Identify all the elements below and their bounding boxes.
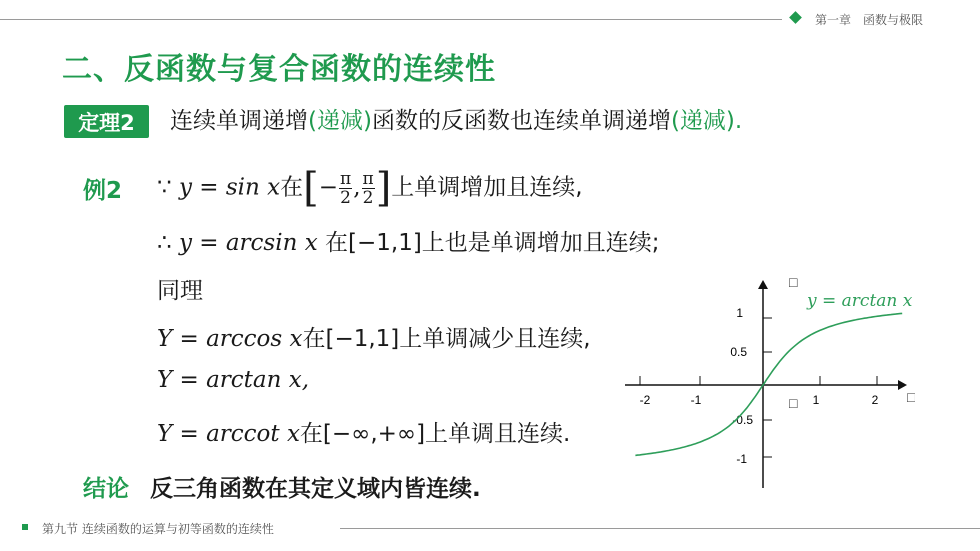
line1-in: 在 [280, 174, 304, 201]
footer-rule [340, 528, 980, 529]
example-line-4 [157, 320, 591, 353]
arctan-graph [615, 270, 915, 490]
line6-rest: 在[−∞,+∞]上单调且连续. [299, 421, 571, 447]
example-line-2 [157, 224, 660, 257]
theorem-paren-a: (递减) [308, 108, 372, 134]
theorem-statement [170, 105, 742, 138]
line1-rest: 上单调增加且连续, [391, 174, 583, 201]
example-label: 例2 [83, 178, 123, 204]
y-axis-label-box: □ [789, 274, 798, 290]
x-tick-label: -2 [639, 393, 651, 407]
y-axis-arrow-icon [758, 280, 768, 289]
x-axis-arrow-icon [898, 380, 907, 390]
header-diamond-icon [789, 11, 802, 24]
frac-numerator: π [362, 168, 374, 189]
because-symbol: ∵ [157, 174, 179, 201]
y-tick-label: -0.5 [732, 413, 753, 427]
example-line-1 [157, 165, 583, 211]
fraction-pi-over-2-a [339, 170, 352, 207]
theorem-paren-b: (递减) [670, 108, 735, 134]
frac-denominator: 2 [340, 187, 351, 208]
x-axis-label-box: □ [907, 389, 915, 405]
chapter-label: 第一章 函数与极限 [815, 13, 924, 27]
frac-denominator: 2 [362, 187, 374, 208]
conclusion-text: 反三角函数在其定义域内皆连续. [150, 476, 481, 502]
origin-label-box: □ [789, 395, 798, 411]
line2-rest: 在[−1,1]上也是单调增加且连续; [317, 230, 660, 256]
line6-math: Y = arccot x [157, 421, 300, 447]
theorem-badge: 定理2 [64, 105, 149, 138]
line1-math: y = sin x [178, 174, 281, 201]
curve-label: y = arctan x [807, 291, 913, 311]
frac-numerator: π [340, 168, 352, 189]
x-tick-label: -1 [690, 393, 702, 407]
line4-rest: 在[−1,1]上单调减少且连续, [302, 326, 591, 352]
footer-square-icon [22, 524, 28, 530]
footer-section: 第九节 连续函数的运算与初等函数的连续性 [42, 522, 274, 536]
x-tick-label: 1 [812, 393, 820, 407]
theorem-end: . [734, 108, 743, 134]
y-tick-label: 0.5 [730, 345, 747, 359]
page-title: 二、反函数与复合函数的连续性 [62, 52, 496, 87]
conclusion-label: 结论 [83, 476, 129, 502]
theorem-text-a: 连续单调递增 [170, 108, 308, 134]
example-line-6 [157, 415, 570, 448]
theorem-text-c: 也连续单调递增 [509, 108, 671, 134]
fraction-pi-over-2-b [362, 170, 375, 207]
x-tick-label: 2 [871, 393, 879, 407]
y-tick-label: 1 [736, 306, 743, 320]
example-line-3: 同理 [157, 278, 203, 304]
minus-sign: − [318, 174, 338, 201]
theorem-text-b: 函数的反函数 [371, 108, 510, 134]
line2-math: y = arcsin x [178, 230, 318, 256]
left-bracket: [ [303, 165, 319, 211]
y-tick-label: -1 [736, 452, 747, 466]
right-bracket: ] [375, 165, 392, 211]
interval-comma: , [353, 174, 361, 201]
line5-math: Y = arctan x, [157, 367, 310, 393]
line4-math: Y = arccos x [157, 326, 303, 352]
header-rule [0, 19, 782, 20]
example-line-5 [157, 367, 309, 393]
therefore-symbol: ∴ [157, 230, 179, 256]
